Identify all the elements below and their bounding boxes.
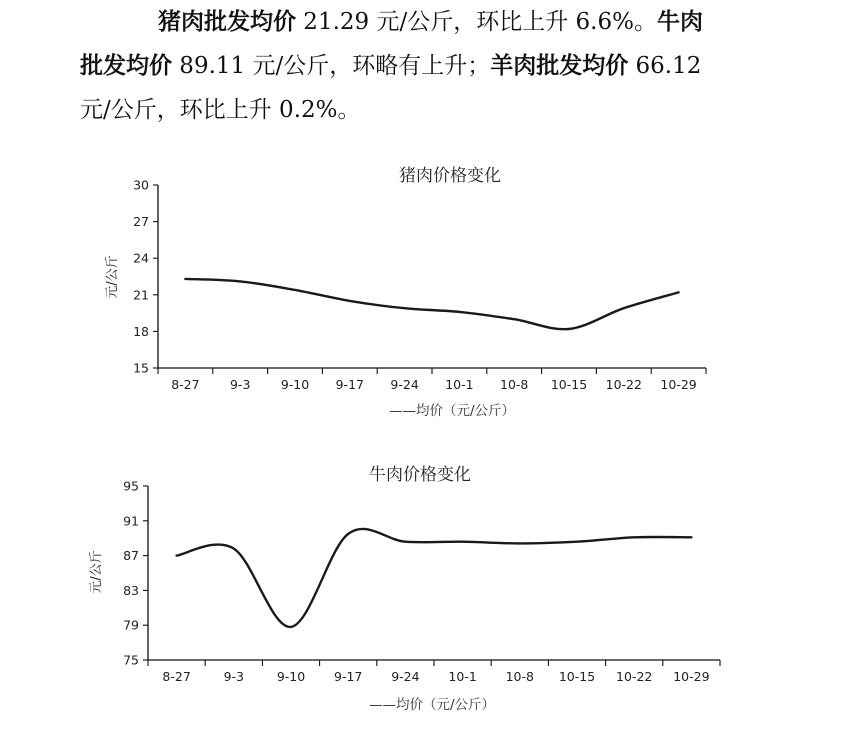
x-tick-label: 8-27	[162, 669, 191, 684]
x-tick-label: 10-29	[673, 669, 710, 684]
beef-price-chart	[0, 450, 862, 730]
y-tick-label: 91	[123, 513, 139, 529]
series-line	[185, 279, 678, 329]
x-tick-label: 8-27	[171, 377, 200, 392]
bold-label: 批发均价	[80, 52, 172, 79]
y-tick-label: 83	[123, 582, 139, 598]
x-tick-label: 9-24	[391, 669, 420, 684]
legend-label: ——均价（元/公斤）	[368, 697, 496, 713]
x-tick-label: 10-8	[505, 669, 534, 684]
y-tick-label: 18	[133, 323, 149, 339]
x-tick-label: 10-8	[500, 377, 529, 392]
paragraph-line-2	[80, 53, 701, 79]
x-tick-label: 10-1	[448, 669, 477, 684]
paragraph-line-1	[80, 0, 780, 44]
summary-paragraph	[80, 0, 780, 132]
x-tick-label: 9-17	[335, 377, 364, 392]
y-tick-label: 30	[133, 177, 149, 193]
x-tick-label: 10-15	[558, 669, 596, 684]
x-tick-label: 9-10	[280, 377, 310, 392]
text-segment: 66.12	[628, 53, 702, 79]
text-segment: 元/公斤，环比上升 0.2%。	[80, 97, 361, 123]
legend-label: ——均价（元/公斤）	[388, 403, 516, 419]
y-tick-label: 87	[123, 548, 139, 564]
y-tick-label: 24	[133, 250, 149, 266]
y-axis-label: 元/公斤	[89, 550, 104, 594]
x-tick-label: 10-15	[550, 377, 588, 392]
bold-label: 牛肉	[656, 8, 703, 35]
x-tick-label: 10-22	[616, 669, 653, 684]
text-segment: 89.11 元/公斤，环略有上升；	[172, 53, 491, 79]
x-tick-label: 10-1	[445, 377, 474, 392]
y-tick-label: 75	[123, 652, 139, 668]
chart-title: 猪肉价格变化	[399, 166, 501, 186]
y-tick-label: 27	[133, 214, 149, 230]
y-tick-label: 15	[133, 360, 149, 376]
series-line	[177, 529, 692, 627]
x-tick-label: 9-24	[390, 377, 419, 392]
x-tick-label: 9-10	[276, 669, 306, 684]
text-segment: 21.29 元/公斤，环比上升 6.6%。	[296, 9, 657, 35]
x-tick-label: 10-22	[605, 377, 642, 392]
y-tick-label: 79	[123, 617, 139, 633]
bold-label: 猪肉批发均价	[158, 8, 296, 35]
y-tick-label: 21	[133, 287, 149, 303]
x-tick-label: 9-17	[334, 669, 363, 684]
x-tick-label: 9-3	[223, 669, 245, 684]
x-tick-label: 9-3	[229, 377, 251, 392]
x-tick-label: 10-29	[660, 377, 697, 392]
chart-title: 牛肉价格变化	[369, 465, 471, 485]
y-tick-label: 95	[123, 478, 139, 494]
pork-price-chart	[0, 150, 862, 420]
bold-label: 羊肉批发均价	[490, 52, 629, 79]
paragraph-line-3	[80, 97, 361, 123]
y-axis-label: 元/公斤	[105, 255, 120, 299]
